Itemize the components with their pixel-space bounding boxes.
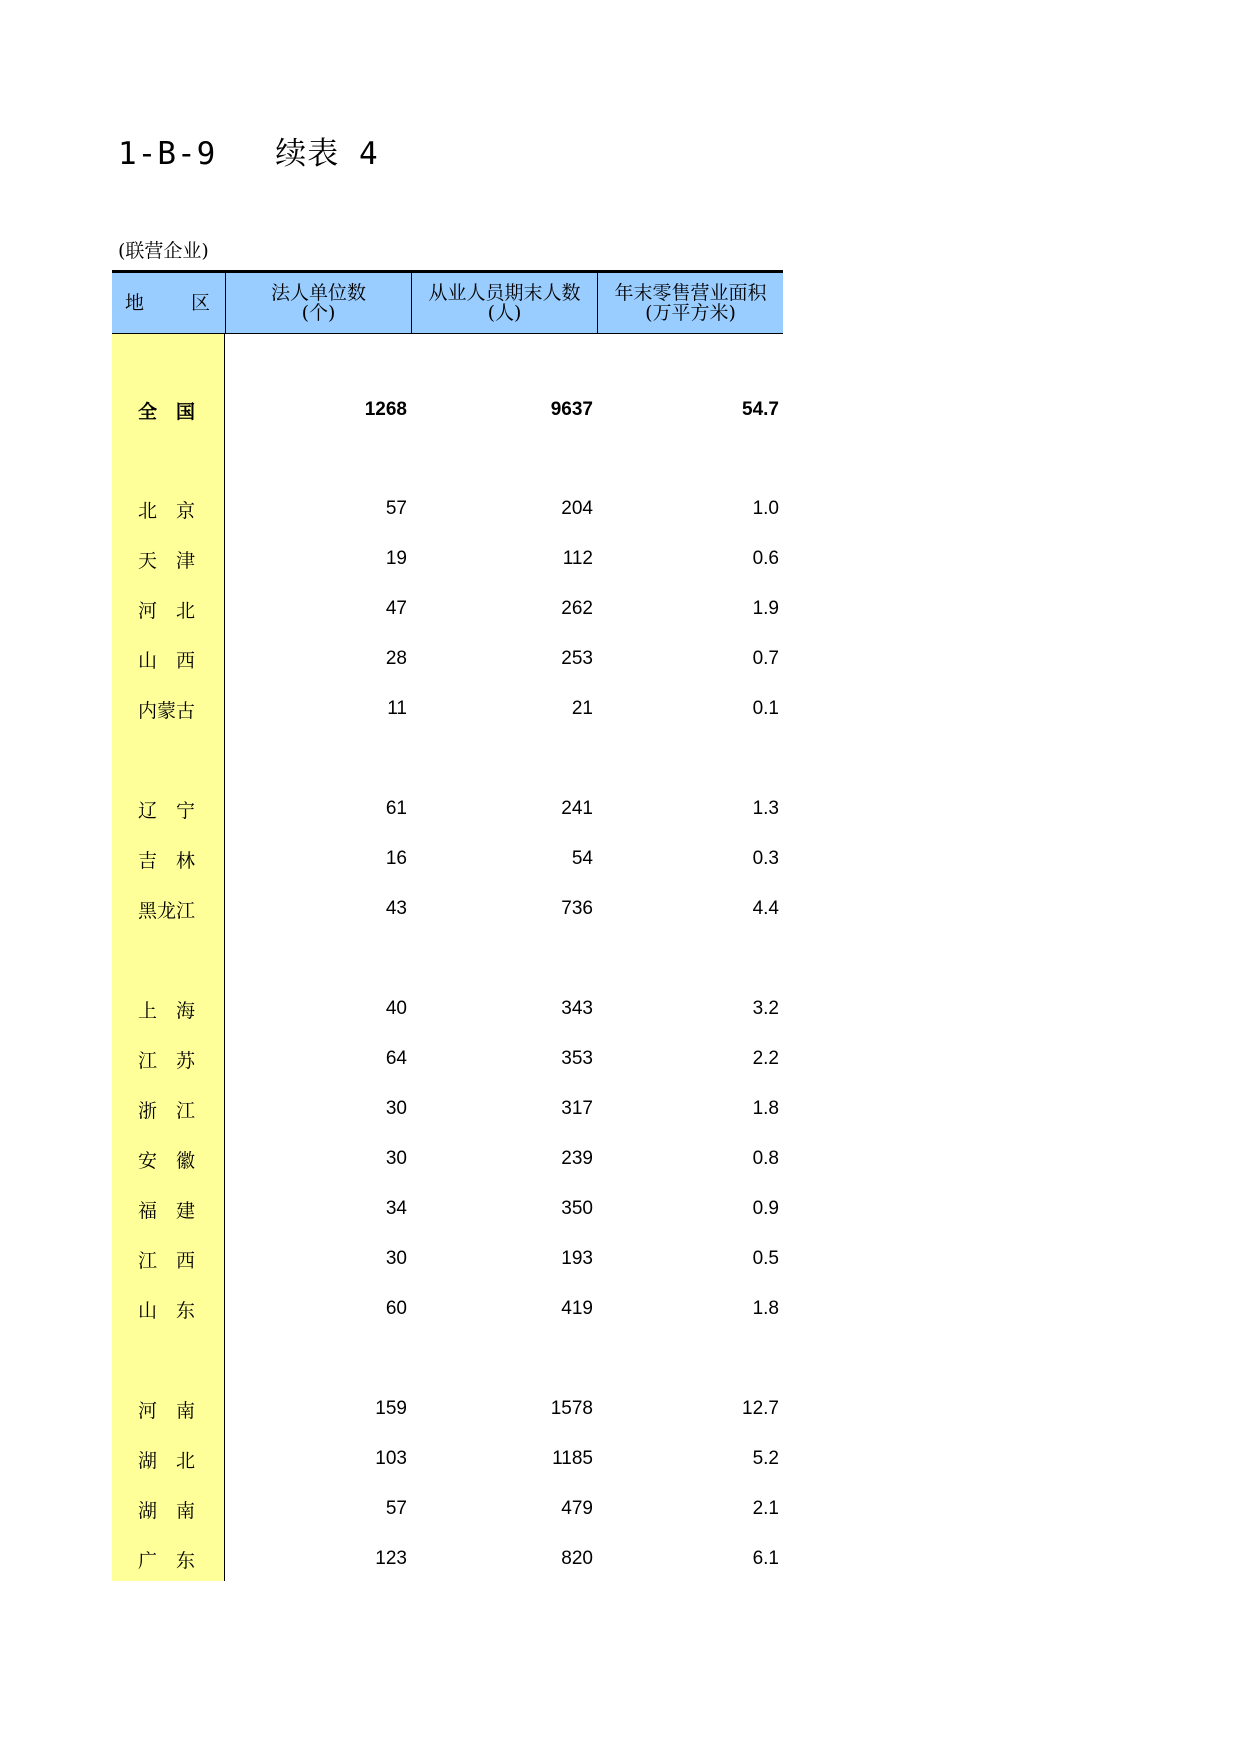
region-name: 全 国 — [138, 400, 196, 423]
units-value: 43 — [385, 898, 407, 919]
area-value: 12.7 — [742, 1398, 779, 1419]
employees-value: 241 — [561, 798, 593, 819]
region-name: 内蒙古 — [138, 699, 196, 722]
area-value: 54.7 — [742, 399, 779, 420]
units-value: 57 — [385, 498, 407, 519]
employees-value: 112 — [562, 548, 593, 569]
header-units-label: 法人单位数 — [270, 282, 366, 304]
region-name: 福 建 — [138, 1199, 196, 1222]
units-value: 57 — [385, 1498, 407, 1519]
header-units — [225, 273, 411, 333]
region-name: 吉 林 — [138, 849, 196, 872]
area-value: 0.5 — [752, 1248, 779, 1269]
units-value: 61 — [385, 798, 407, 819]
units-value: 11 — [387, 698, 407, 719]
employees-value: 419 — [561, 1298, 593, 1319]
page-title: 1-B-9 续表 4 — [118, 136, 379, 172]
units-value: 1268 — [364, 399, 407, 420]
header-employees — [411, 273, 597, 333]
employees-value: 317 — [561, 1098, 593, 1119]
table-row — [112, 839, 783, 879]
table-row — [112, 1139, 783, 1179]
employees-value: 54 — [571, 848, 593, 869]
region-name: 湖 北 — [138, 1449, 196, 1472]
header-units-unit: (个) — [301, 302, 336, 324]
area-value: 0.8 — [752, 1148, 779, 1169]
table-row — [112, 789, 783, 829]
region-name: 上 海 — [138, 999, 196, 1022]
area-value: 0.3 — [752, 848, 779, 869]
area-value: 3.2 — [752, 998, 779, 1019]
region-name: 山 东 — [138, 1299, 196, 1322]
units-value: 123 — [375, 1548, 407, 1569]
employees-value: 350 — [561, 1198, 593, 1219]
area-value: 5.2 — [752, 1448, 779, 1469]
header-area — [597, 273, 783, 333]
region-name: 天 津 — [138, 549, 196, 572]
employees-value: 353 — [561, 1048, 593, 1069]
employees-value: 253 — [561, 648, 593, 669]
header-region-label: 地 区 — [124, 292, 224, 314]
units-value: 47 — [385, 598, 407, 619]
region-name: 湖 南 — [138, 1499, 196, 1522]
region-name: 安 徽 — [138, 1149, 196, 1172]
employees-value: 1185 — [552, 1448, 593, 1469]
table-row — [112, 1239, 783, 1279]
table-row — [112, 1389, 783, 1429]
employees-value: 9637 — [550, 399, 593, 420]
area-value: 2.2 — [752, 1048, 779, 1069]
header-area-unit: (万平方米) — [645, 302, 736, 324]
area-value: 0.6 — [752, 548, 779, 569]
table-row — [112, 1439, 783, 1479]
units-value: 34 — [385, 1198, 407, 1219]
region-name: 河 南 — [138, 1399, 196, 1422]
table-row — [112, 1039, 783, 1079]
units-value: 40 — [385, 998, 407, 1019]
region-name: 辽 宁 — [138, 799, 196, 822]
area-value: 6.1 — [752, 1548, 779, 1569]
table-row-total — [112, 390, 783, 430]
units-value: 19 — [385, 548, 407, 569]
units-value: 159 — [375, 1398, 407, 1419]
area-value: 2.1 — [752, 1498, 779, 1519]
units-value: 30 — [385, 1098, 407, 1119]
units-value: 16 — [385, 848, 407, 869]
area-value: 4.4 — [752, 898, 779, 919]
table-body — [112, 334, 783, 1581]
table-row — [112, 639, 783, 679]
employees-value: 479 — [561, 1498, 593, 1519]
table-row — [112, 1289, 783, 1329]
region-name: 黑龙江 — [138, 899, 196, 922]
area-value: 1.8 — [752, 1098, 779, 1119]
table-row — [112, 539, 783, 579]
units-value: 60 — [385, 1298, 407, 1319]
header-employees-unit: (人) — [487, 302, 522, 324]
region-name: 河 北 — [138, 599, 196, 622]
employees-value: 204 — [561, 498, 593, 519]
table-row — [112, 589, 783, 629]
header-region — [112, 273, 225, 333]
table-row — [112, 889, 783, 929]
table-subtitle: (联营企业) — [118, 240, 209, 262]
area-value: 0.1 — [752, 698, 779, 719]
units-value: 64 — [385, 1048, 407, 1069]
region-name: 山 西 — [138, 649, 196, 672]
table-row — [112, 489, 783, 529]
area-value: 1.3 — [752, 798, 779, 819]
units-value: 30 — [385, 1148, 407, 1169]
units-value: 103 — [375, 1448, 407, 1469]
region-name: 北 京 — [138, 499, 196, 522]
employees-value: 820 — [561, 1548, 593, 1569]
employees-value: 343 — [561, 998, 593, 1019]
header-area-label: 年末零售营业面积 — [614, 282, 767, 304]
region-name: 江 西 — [138, 1249, 196, 1272]
header-employees-label: 从业人员期末人数 — [428, 282, 581, 304]
area-value: 0.7 — [752, 648, 779, 669]
units-value: 30 — [385, 1248, 407, 1269]
statistics-table — [112, 270, 783, 1581]
table-row — [112, 1539, 783, 1579]
employees-value: 21 — [571, 698, 593, 719]
area-value: 1.9 — [752, 598, 779, 619]
employees-value: 262 — [561, 598, 593, 619]
area-value: 1.8 — [752, 1298, 779, 1319]
units-value: 28 — [385, 648, 407, 669]
employees-value: 193 — [561, 1248, 593, 1269]
employees-value: 736 — [561, 898, 593, 919]
table-row — [112, 689, 783, 729]
table-row — [112, 1089, 783, 1129]
table-row — [112, 989, 783, 1029]
area-value: 1.0 — [752, 498, 779, 519]
region-name: 江 苏 — [138, 1049, 196, 1072]
region-name: 广 东 — [138, 1549, 196, 1572]
region-name: 浙 江 — [138, 1099, 196, 1122]
table-row — [112, 1489, 783, 1529]
employees-value: 239 — [561, 1148, 593, 1169]
area-value: 0.9 — [752, 1198, 779, 1219]
table-row — [112, 1189, 783, 1229]
table-header — [112, 273, 783, 334]
employees-value: 1578 — [550, 1398, 593, 1419]
